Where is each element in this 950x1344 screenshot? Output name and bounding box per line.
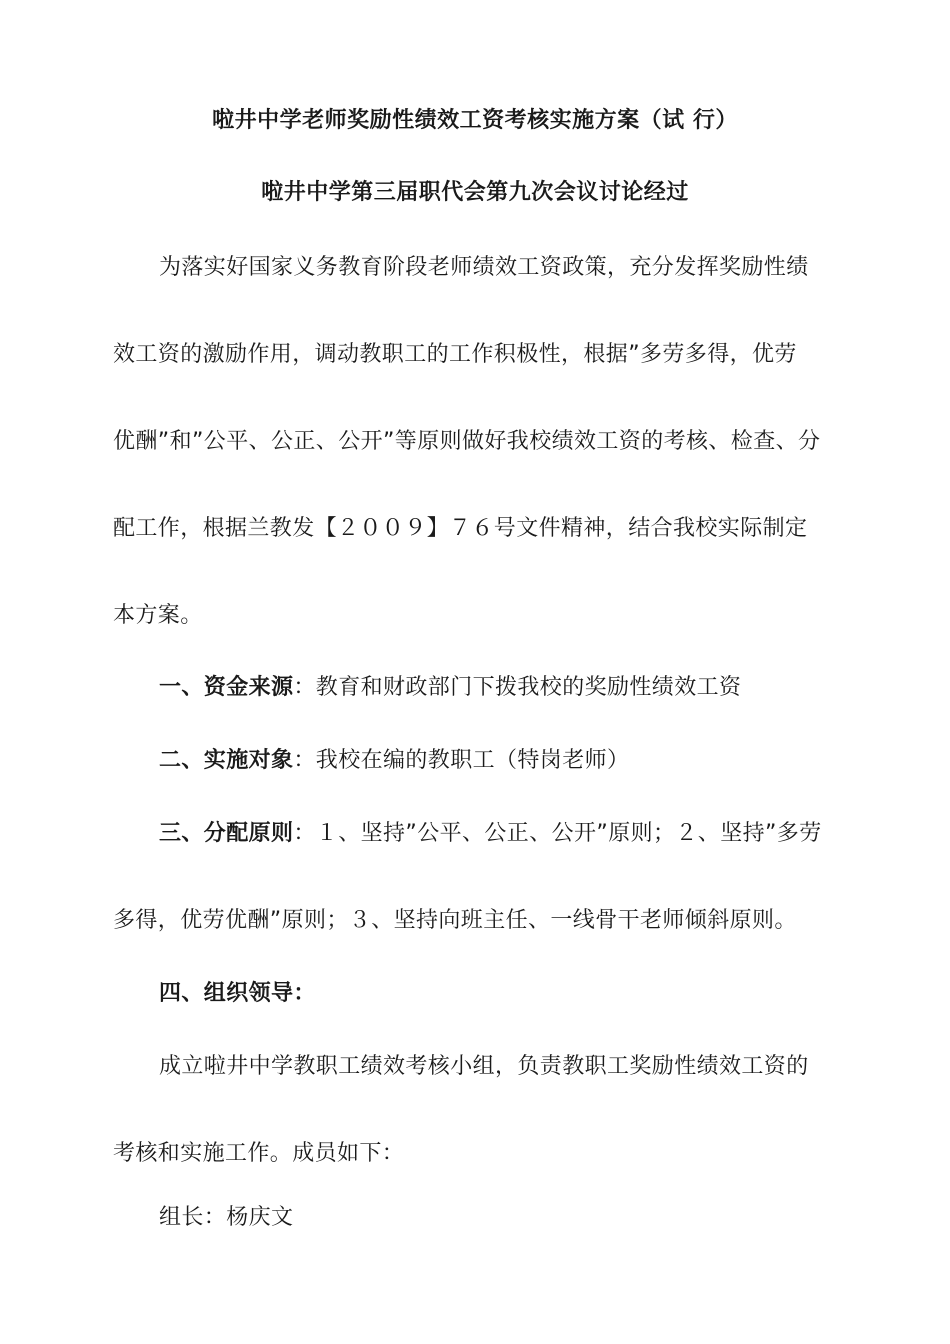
- section-3-continuation: 多得，优劳优酬”原则；３、坚持向班主任、一线骨干老师倾斜原则。: [113, 908, 797, 933]
- section-3-heading: 三、分配原则: [159, 821, 294, 846]
- section-4-line-1: 成立啦井中学教职工绩效考核小组，负责教职工奖励性绩效工资的: [159, 1054, 809, 1079]
- document-title: 啦井中学老师奖励性绩效工资考核实施方案（试 行）: [212, 108, 738, 133]
- section-1-text: ：教育和财政部门下拨我校的奖励性绩效工资: [293, 675, 742, 700]
- section-4-line-2: 考核和实施工作。成员如下：: [113, 1141, 405, 1166]
- section-2: [159, 743, 629, 774]
- section-1-heading: 一、资金来源: [159, 675, 294, 700]
- intro-line-4: 配工作，根据兰教发【２００９】７６号文件精神，结合我校实际制定: [113, 516, 808, 541]
- section-4-heading: 四、组织领导：: [159, 981, 316, 1006]
- document-subtitle: 啦井中学第三届职代会第九次会议讨论经过: [261, 180, 689, 205]
- section-2-heading: 二、实施对象: [159, 748, 294, 773]
- section-3-text: ：１、坚持”公平、公正、公开”原则；２、坚持”多劳: [293, 821, 822, 846]
- intro-line-2: 效工资的激励作用，调动教职工的工作积极性，根据”多劳多得，优劳: [113, 342, 797, 367]
- section-1: [159, 670, 741, 701]
- section-3: [159, 816, 822, 847]
- section-2-text: ：我校在编的教职工（特岗老师）: [293, 748, 630, 773]
- intro-line-1: 为落实好国家义务教育阶段老师绩效工资政策，充分发挥奖励性绩: [159, 255, 809, 280]
- intro-line-5: 本方案。: [113, 603, 203, 628]
- leader-line: 组长：杨庆文: [159, 1205, 294, 1230]
- intro-line-3: 优酬”和”公平、公正、公开”等原则做好我校绩效工资的考核、检查、分: [113, 429, 821, 454]
